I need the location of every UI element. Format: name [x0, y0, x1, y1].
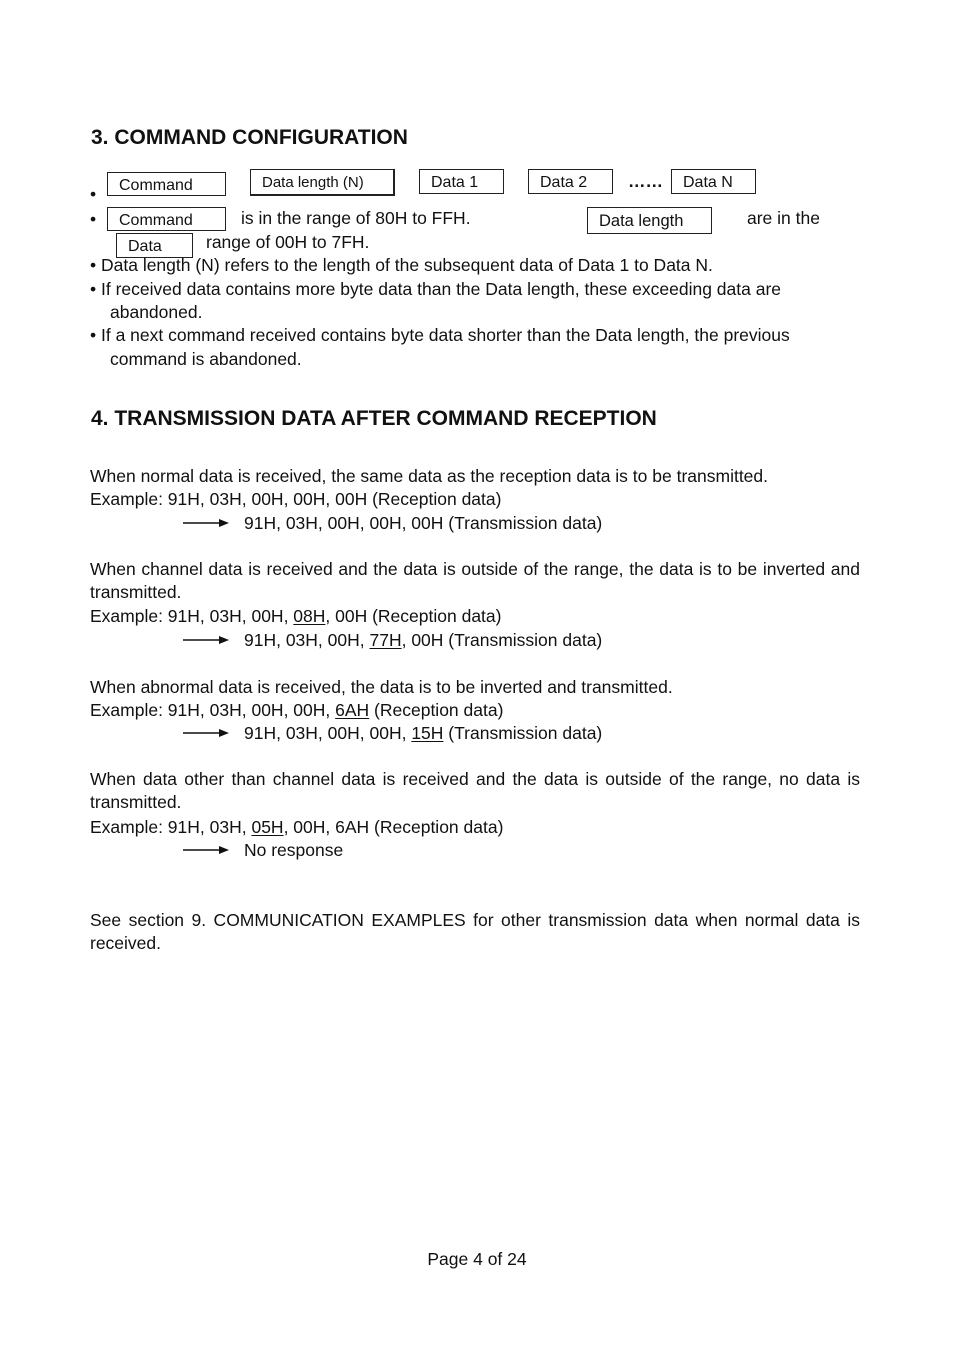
arrow-right-icon: [183, 634, 229, 646]
example-4-reception: Example: 91H, 03H, 05H, 00H, 6AH (Reception data): [90, 817, 504, 837]
example-2-reception: Example: 91H, 03H, 00H, 08H, 00H (Reception data): [90, 606, 502, 626]
range-bullet: •: [90, 209, 97, 229]
data-2-box: Data 2: [528, 169, 613, 194]
paragraph-channel: When channel data is received and the data is outside of the range, the data is to be inverted and transmitted.: [90, 559, 860, 602]
example-3-reception: Example: 91H, 03H, 00H, 00H, 6AH (Reception data): [90, 700, 504, 720]
example-3-transmission: 91H, 03H, 00H, 00H, 15H (Transmission data): [244, 723, 603, 743]
example-1-transmission: 91H, 03H, 00H, 00H, 00H (Transmission data): [244, 513, 603, 533]
section-4-heading: 4. TRANSMISSION DATA AFTER COMMAND RECEPTION: [91, 407, 657, 430]
example-4-transmission: No response: [244, 840, 344, 860]
example-1-reception: Example: 91H, 03H, 00H, 00H, 00H (Reception data): [90, 489, 502, 509]
range-text-3: range of 00H to 7FH.: [206, 232, 370, 252]
section-3-heading: 3. COMMAND CONFIGURATION: [91, 126, 408, 149]
data-1-box: Data 1: [419, 169, 504, 194]
command-box: Command: [107, 172, 226, 196]
bullet-shorter: • If a next command received contains byte data shorter than the Data length, the previous: [90, 325, 790, 345]
arrow-right-icon: [183, 844, 229, 856]
frame-bullet: •: [90, 184, 97, 204]
paragraph-normal: When normal data is received, the same data as the reception data is to be transmitted.: [90, 466, 769, 486]
range-text-2: are in the: [747, 208, 820, 228]
example-2-transmission: 91H, 03H, 00H, 77H, 00H (Transmission data): [244, 630, 603, 650]
paragraph-see-section: See section 9. COMMUNICATION EXAMPLES for other transmission data when normal data is received.: [90, 910, 860, 953]
bullet-shorter-cont: command is abandoned.: [110, 349, 302, 369]
bullet-exceeding-cont: abandoned.: [110, 302, 203, 322]
page-number: Page 4 of 24: [427, 1249, 527, 1269]
data-length-box: Data length: [587, 207, 712, 234]
data-box: Data: [116, 233, 193, 258]
arrow-right-icon: [183, 727, 229, 739]
command-box-2: Command: [107, 207, 226, 231]
data-n-box: Data N: [671, 169, 756, 194]
range-text-1: is in the range of 80H to FFH.: [241, 208, 471, 228]
paragraph-abnormal: When abnormal data is received, the data is to be inverted and transmitted.: [90, 677, 673, 697]
arrow-right-icon: [183, 517, 229, 529]
data-length-n-box: Data length (N): [250, 169, 395, 196]
paragraph-other: When data other than channel data is received and the data is outside of the range, no data is transmitted.: [90, 769, 860, 812]
bullet-exceeding: • If received data contains more byte data than the Data length, these exceeding data are: [90, 279, 782, 299]
bullet-data-length: • Data length (N) refers to the length of the subsequent data of Data 1 to Data N.: [90, 255, 713, 275]
ellipsis: ……: [628, 171, 663, 191]
